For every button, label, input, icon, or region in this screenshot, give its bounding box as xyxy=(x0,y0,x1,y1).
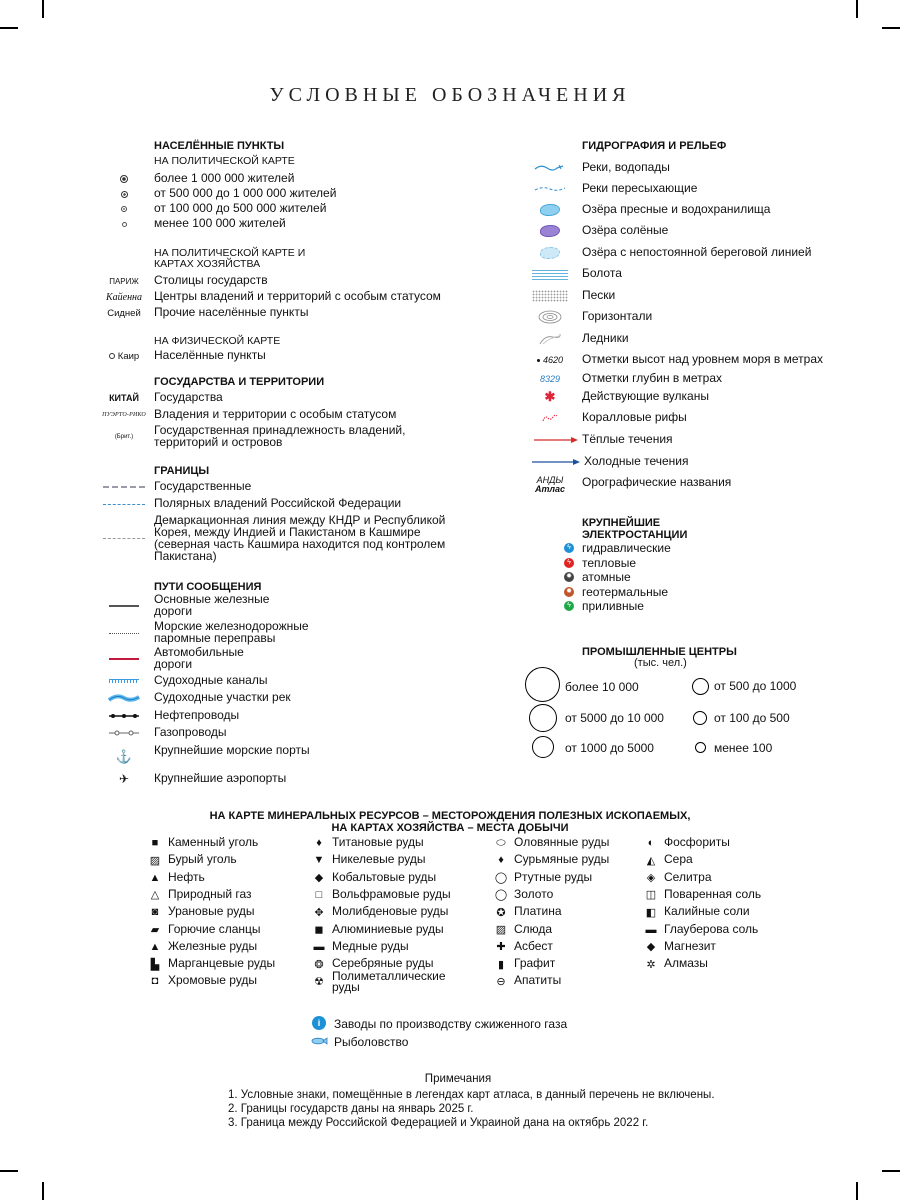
mineral-icon: ◆ xyxy=(314,872,324,885)
mineral-label: Графит xyxy=(514,956,556,971)
power-row xyxy=(560,556,760,570)
legend-label: Рыболовство xyxy=(334,1035,409,1049)
notes-heading: Примечания xyxy=(424,1073,492,1085)
power-label: гидравлические xyxy=(582,541,671,555)
legend-row xyxy=(520,432,850,448)
industry-label: от 5000 до 10 000 xyxy=(565,711,664,725)
legend-label: более 1 000 000 жителей xyxy=(154,171,295,185)
mineral-label: Вольфрамовые руды xyxy=(332,886,451,901)
territory-sample: ПУЭРТО-РИКО xyxy=(102,412,146,418)
legend-label: Болота xyxy=(582,266,622,280)
industry-label: более 10 000 xyxy=(565,680,639,694)
note-item: 2. Границы государств даны на январь 2025 г. xyxy=(228,1103,474,1115)
legend-label: Столицы государств xyxy=(154,273,268,287)
mineral-label: Полиметаллические руды xyxy=(332,969,446,995)
swamp-icon xyxy=(520,266,580,282)
mineral-icon: ♦ xyxy=(316,837,322,849)
mineral-icon: ✪ xyxy=(496,906,506,919)
mineral-icon: □ xyxy=(315,888,323,901)
cold-current-icon xyxy=(528,454,584,470)
mineral-icon: ◼ xyxy=(314,924,324,936)
borders-heading: ГРАНИЦЫ xyxy=(154,465,210,477)
mineral-label: Медные руды xyxy=(332,938,409,953)
mineral-icon: ▲ xyxy=(149,940,161,953)
power-station-icon: ϟ xyxy=(564,601,574,611)
note-item: 3. Граница между Российской Федерацией и Украиной дана на октябрь 2022 г. xyxy=(228,1117,649,1129)
power-station-icon: ϟ xyxy=(564,543,574,553)
glacier-icon xyxy=(520,331,580,347)
legend-label: Коралловые рифы xyxy=(582,410,687,424)
power-heading-1: КРУПНЕЙШИЕ xyxy=(582,517,661,529)
variable-lake-icon xyxy=(520,245,580,261)
mineral-label: Марганцевые руды xyxy=(168,956,276,971)
mineral-label: Оловянные руды xyxy=(514,835,610,849)
mineral-icon: ⬭ xyxy=(496,836,506,849)
legend-label: Ледники xyxy=(582,331,629,345)
legend-label: Нефтепроводы xyxy=(154,708,240,722)
legend-row xyxy=(520,160,850,176)
legend-label: Судоходные участки рек xyxy=(154,690,291,704)
power-row xyxy=(560,599,760,613)
mineral-label: Никелевые руды xyxy=(332,852,426,867)
mineral-icon: △ xyxy=(150,889,160,902)
mineral-icon: ◐ xyxy=(647,837,655,849)
mineral-icon: ♦ xyxy=(498,854,504,867)
physical-city-sample: Каир xyxy=(117,350,140,362)
lng-plant-icon: i xyxy=(312,1016,326,1030)
industry-label: менее 100 xyxy=(714,741,773,755)
mineral-label: Каменный уголь xyxy=(168,835,259,849)
mineral-label: Урановые руды xyxy=(168,904,255,919)
legend-label: Судоходные каналы xyxy=(154,673,268,687)
page-title: УСЛОВНЫЕ ОБОЗНАЧЕНИЯ xyxy=(269,84,631,106)
power-label: приливные xyxy=(582,599,644,614)
circle-size-5 xyxy=(693,711,707,725)
legend-row xyxy=(520,223,850,239)
mineral-icon: ✥ xyxy=(314,906,324,919)
industry-label: от 100 до 500 xyxy=(714,711,790,725)
legend-label: Пески xyxy=(582,288,616,302)
airplane-icon: ✈ xyxy=(118,772,130,786)
height-sample: 4620 xyxy=(542,355,564,365)
legend-label: Озёра с непостоянной береговой линией xyxy=(582,245,812,259)
legend-label: Крупнейшие аэропорты xyxy=(154,771,287,785)
mineral-label: Алюминиевые руды xyxy=(332,921,444,936)
power-list xyxy=(560,541,760,621)
circle-size-1 xyxy=(525,667,560,702)
mineral-label: Сера xyxy=(664,852,693,867)
industry-label: от 500 до 1000 xyxy=(714,679,797,693)
mineral-icon: ▮ xyxy=(497,958,505,971)
mineral-label: Золото xyxy=(514,886,554,901)
legend-label: Озёра солёные xyxy=(582,223,669,237)
legend-label: Центры владений и территорий с особым статусом xyxy=(154,289,441,303)
mineral-label: Асбест xyxy=(514,938,553,953)
routes-heading: ПУТИ СООБЩЕНИЯ xyxy=(154,581,262,593)
power-label: тепловые xyxy=(582,555,637,570)
salt-lake-icon xyxy=(520,223,580,239)
mineral-icon: ✲ xyxy=(646,958,656,971)
orographic-sample xyxy=(520,475,580,495)
legend-row xyxy=(520,454,850,470)
legend-label: Отметки глубин в метрах xyxy=(582,371,723,385)
legend-row xyxy=(520,352,860,368)
legend-label: от 500 000 до 1 000 000 жителей xyxy=(154,186,337,200)
mineral-icon: ⊖ xyxy=(496,975,506,988)
power-station-icon: ✹ xyxy=(564,587,574,597)
mineral-grid xyxy=(0,835,900,1000)
mineral-label: Глауберова соль xyxy=(664,921,759,936)
legend-label: Орографические названия xyxy=(582,475,732,489)
dry-river-icon xyxy=(520,181,580,197)
mineral-icon: ▙ xyxy=(150,958,160,971)
mineral-label: Бурый уголь xyxy=(168,852,237,867)
mineral-label: Природный газ xyxy=(168,886,252,901)
mineral-icon: ▰ xyxy=(150,924,160,936)
mineral-label: Серебряные руды xyxy=(332,956,434,971)
oro-sample-2: Атлас xyxy=(535,484,565,494)
legend-row xyxy=(520,331,850,347)
mineral-icon: ◫ xyxy=(645,889,657,902)
legend-label: Холодные течения xyxy=(584,454,689,468)
mineral-icon: ▨ xyxy=(149,854,161,867)
legend-label: Прочие населённые пункты xyxy=(154,305,309,319)
mineral-icon: ◘ xyxy=(151,975,159,988)
mineral-label: Апатиты xyxy=(514,973,562,988)
legend-label: Государственная принадлежность владений, территорий и островов xyxy=(154,423,406,449)
contour-icon xyxy=(520,309,580,325)
legend-row xyxy=(520,309,850,325)
legend-row xyxy=(520,410,850,426)
mineral-label: Поваренная соль xyxy=(664,886,762,901)
circle-size-2 xyxy=(529,704,557,732)
mineral-icon: ◧ xyxy=(645,906,657,919)
mineral-icon: ▬ xyxy=(313,940,325,953)
legend-row xyxy=(310,1034,610,1050)
physical-subheading: НА ФИЗИЧЕСКОЙ КАРТЕ xyxy=(154,335,281,347)
power-label: геотермальные xyxy=(582,584,669,599)
legend-label: Реки пересыхающие xyxy=(582,181,698,195)
mineral-label: Алмазы xyxy=(664,956,708,971)
anchor-icon: ⚓ xyxy=(115,749,133,764)
crop-mark xyxy=(882,1170,900,1172)
mineral-label: Селитра xyxy=(664,869,712,884)
mineral-label: Магнезит xyxy=(664,938,716,953)
legend-row xyxy=(520,266,850,282)
legend-label: Государства xyxy=(154,390,223,404)
mineral-icon: ▬ xyxy=(645,923,657,936)
mineral-icon: ▲ xyxy=(149,871,161,884)
crop-mark xyxy=(856,1182,858,1200)
legend-row xyxy=(520,389,850,405)
legend-label: Горизонтали xyxy=(582,309,653,323)
hydro-heading: ГИДРОГРАФИЯ И РЕЛЬЕФ xyxy=(582,140,727,152)
minerals-heading-2: НА КАРТАХ ХОЗЯЙСТВА – МЕСТА ДОБЫЧИ xyxy=(331,822,569,834)
power-heading-2: ЭЛЕКТРОСТАНЦИИ xyxy=(582,529,688,541)
mineral-icon: ◙ xyxy=(151,906,159,919)
legend-label: Реки, водопады xyxy=(582,160,670,174)
mineral-label: Калийные соли xyxy=(664,904,750,919)
industry-subheading: (тыс. чел.) xyxy=(634,657,687,669)
legend-label: Озёра пресные и водохранилища xyxy=(582,202,771,216)
mineral-icon: ◆ xyxy=(646,941,656,954)
mineral-icon: ▼ xyxy=(313,854,325,867)
mineral-label: Хромовые руды xyxy=(168,973,258,988)
fresh-lake-icon xyxy=(520,202,580,218)
legend-label: Населённые пункты xyxy=(154,348,266,362)
legend-label: Отметки высот над уровнем моря в метрах xyxy=(582,352,823,366)
power-station-icon: ϟ xyxy=(564,558,574,568)
legend-label: Тёплые течения xyxy=(582,432,673,446)
mineral-label: Горючие сланцы xyxy=(168,921,261,936)
state-sample: КИТАЙ xyxy=(109,393,139,403)
circle-size-4 xyxy=(692,678,709,695)
mineral-label: Сурьмяные руды xyxy=(514,852,610,867)
mineral-label: Титановые руды xyxy=(332,835,424,849)
warm-current-icon xyxy=(528,432,584,448)
legend-label: Автомобильные дороги xyxy=(154,645,244,671)
mineral-icon: ◈ xyxy=(646,872,656,885)
power-row xyxy=(560,585,760,599)
mineral-icon: ▨ xyxy=(495,924,507,936)
power-label: атомные xyxy=(582,570,631,585)
sand-icon xyxy=(520,288,580,304)
legend-label: Демаркационная линия между КНДР и Республикой Корея, между Индией и Пакистаном в Кашмире (северная часть Кашмира находится под контролем Пакистана) xyxy=(154,513,446,563)
legend-row xyxy=(520,288,850,304)
states-heading: ГОСУДАРСТВА И ТЕРРИТОРИИ xyxy=(154,376,325,388)
economic-subheading: НА ПОЛИТИЧЕСКОЙ КАРТЕ И КАРТАХ ХОЗЯЙСТВА xyxy=(154,247,306,270)
power-row xyxy=(560,541,760,555)
legend-label: от 100 000 до 500 000 жителей xyxy=(154,201,327,215)
legend-row xyxy=(520,202,850,218)
capital-sample: ПАРИЖ xyxy=(109,276,139,286)
crop-mark xyxy=(42,1182,44,1200)
river-icon xyxy=(520,160,580,176)
industry-heading: ПРОМЫШЛЕННЫЕ ЦЕНТРЫ xyxy=(582,646,737,658)
special-center-sample: Кайенна xyxy=(105,291,142,303)
mineral-label: Нефть xyxy=(168,869,205,884)
volcano-icon: ✱ xyxy=(544,389,556,404)
depth-sample: 8329 xyxy=(539,374,561,384)
legend-row xyxy=(520,181,850,197)
legend-row xyxy=(520,245,860,261)
mineral-label: Молибденовые руды xyxy=(332,904,449,919)
mineral-label: Кобальтовые руды xyxy=(332,869,437,884)
mineral-label: Ртутные руды xyxy=(514,869,593,884)
minerals-heading-1: НА КАРТЕ МИНЕРАЛЬНЫХ РЕСУРСОВ – МЕСТОРОЖДЕНИЯ ПОЛЕЗНЫХ ИСКОПАЕМЫХ, xyxy=(209,810,691,822)
industry-label: от 1000 до 5000 xyxy=(565,741,654,755)
mineral-label: Фосфориты xyxy=(664,835,730,849)
legend-label: Действующие вулканы xyxy=(582,389,709,403)
legend-row xyxy=(310,1016,610,1032)
power-row xyxy=(560,570,760,584)
mineral-label: Платина xyxy=(514,904,562,919)
legend-label: Морские железнодорожные паромные переправы xyxy=(154,619,309,645)
legend-row xyxy=(520,475,850,495)
note-item: 1. Условные знаки, помещённые в легендах карт атласа, в данный перечень не включены. xyxy=(228,1089,715,1101)
legend-label: Владения и территории с особым статусом xyxy=(154,407,397,421)
legend-label: Заводы по производству сжиженного газа xyxy=(334,1017,568,1031)
mineral-icon: ✚ xyxy=(496,941,506,954)
crop-mark xyxy=(0,1170,18,1172)
legend-row xyxy=(520,371,850,387)
other-city-sample: Сидней xyxy=(107,307,141,319)
legend-label: Газопроводы xyxy=(154,725,227,739)
fish-icon xyxy=(310,1034,328,1048)
coral-reef-icon xyxy=(520,410,580,426)
belonging-sample: (Брит.) xyxy=(114,434,134,440)
political-subheading: НА ПОЛИТИЧЕСКОЙ КАРТЕ xyxy=(154,155,295,167)
legend-label: менее 100 000 жителей xyxy=(154,216,286,230)
oro-sample-1: АНДЫ xyxy=(536,475,564,485)
legend-label: Крупнейшие морские порты xyxy=(154,743,310,757)
legend-label: Основные железные дороги xyxy=(154,592,270,618)
circle-size-3 xyxy=(532,736,554,758)
power-station-icon: ✹ xyxy=(564,572,574,582)
mineral-icon: ◯ xyxy=(494,872,508,885)
mineral-icon: ◯ xyxy=(494,889,508,902)
mineral-icon: ☢ xyxy=(314,975,324,988)
notes xyxy=(228,1072,715,1130)
legend-label: Полярных владений Российской Федерации xyxy=(154,496,402,510)
mineral-label: Железные руды xyxy=(168,938,258,953)
circle-size-6 xyxy=(695,742,706,753)
mineral-icon: ◭ xyxy=(646,854,656,867)
settlements-heading: НАСЕЛЁННЫЕ ПУНКТЫ xyxy=(154,140,285,152)
height-mark-icon xyxy=(520,352,580,368)
mineral-icon: ■ xyxy=(151,837,159,849)
mineral-label: Слюда xyxy=(514,921,553,936)
legend-label: Государственные xyxy=(154,479,252,493)
mineral-icon: ❂ xyxy=(314,958,324,971)
